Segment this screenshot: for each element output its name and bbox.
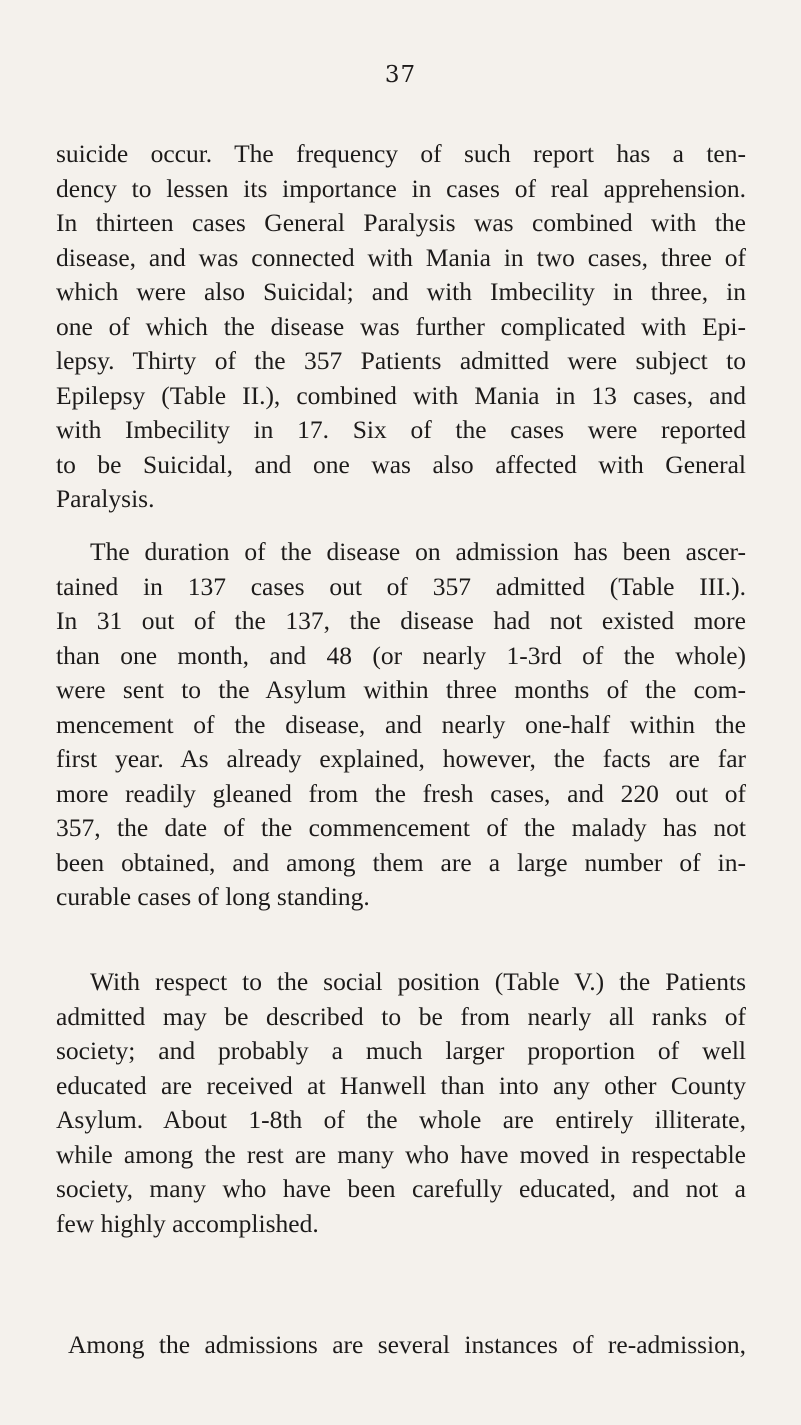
paragraph-2	[56, 535, 746, 915]
text-line: lepsy. Thirty of the 357 Patients admitted were subject to	[56, 346, 746, 375]
text-line: 357, the date of the commencement of the malady has not	[56, 813, 746, 842]
text-line: than one month, and 48 (or nearly 1-3rd of the whole)	[56, 640, 746, 670]
text-line: few highly accomplished.	[56, 1208, 319, 1238]
text-line: With respect to the social position (Table V.) the Patients	[90, 967, 746, 996]
text-line: Among the admissions are several instances of re-admission,	[68, 1330, 746, 1359]
text-line: first year. As already explained, however, the facts are far	[56, 744, 746, 773]
text-line: tained in 137 cases out of 357 admitted (Table III.).	[56, 571, 746, 601]
page-number: 37	[384, 62, 417, 88]
text-line: suicide occur. The frequency of such report has a ten-	[56, 139, 746, 168]
text-line: In thirteen cases General Paralysis was combined with the	[56, 208, 746, 237]
text-line: which were also Suicidal; and with Imbecility in three, in	[56, 277, 746, 306]
text-line: society; and probably a much larger proportion of well	[56, 1036, 746, 1065]
text-line: Epilepsy (Table II.), combined with Mania in 13 cases, and	[56, 380, 746, 410]
text-line: dency to lessen its importance in cases of real apprehension.	[56, 173, 746, 203]
text-line: to be Suicidal, and one was also affected with General	[56, 449, 746, 479]
text-line: The duration of the disease on admission has been ascer-	[90, 537, 746, 566]
paragraph-1	[56, 137, 746, 517]
text-line: educated are received at Hanwell than into any other County	[56, 1070, 746, 1100]
text-line: admitted may be described to be from nearly all ranks of	[56, 1001, 746, 1031]
text-line: Paralysis.	[56, 484, 155, 513]
text-line: disease, and was connected with Mania in two cases, three of	[56, 242, 746, 272]
text-line: In 31 out of the 137, the disease had not existed more	[56, 606, 746, 635]
text-line: more readily gleaned from the fresh cases, and 220 out of	[56, 778, 746, 808]
paragraph-3	[56, 965, 746, 1241]
text-line: while among the rest are many who have moved in respectable	[56, 1139, 746, 1169]
text-line: curable cases of long standing.	[56, 882, 370, 911]
text-line: were sent to the Asylum within three months of the com-	[56, 675, 746, 704]
text-line: one of which the disease was further complicated with Epi-	[56, 311, 746, 341]
text-line: been obtained, and among them are a large number of in-	[56, 847, 746, 877]
text-line: with Imbecility in 17. Six of the cases were reported	[56, 415, 746, 444]
text-line: society, many who have been carefully educated, and not a	[56, 1174, 746, 1203]
text-line: Asylum. About 1-8th of the whole are entirely illiterate,	[56, 1105, 746, 1134]
text-line: mencement of the disease, and nearly one-half within the	[56, 709, 746, 739]
paragraph-4	[56, 1328, 746, 1363]
